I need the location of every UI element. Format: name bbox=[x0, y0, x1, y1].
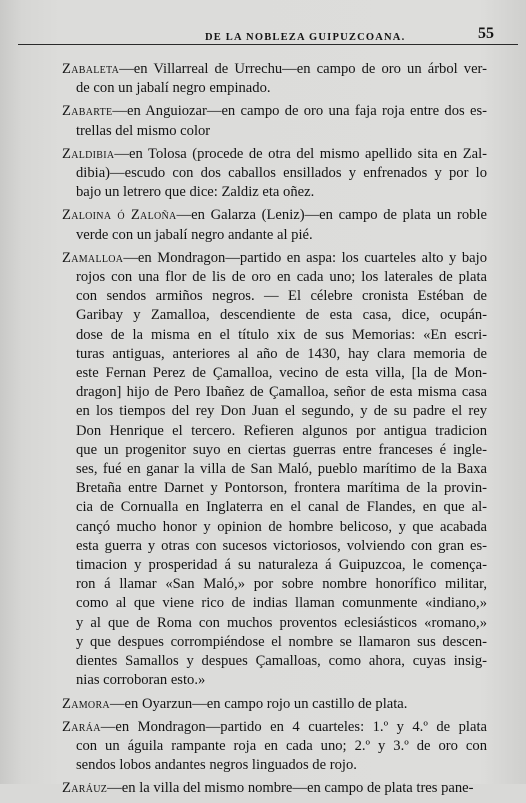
entry-line bbox=[62, 345, 487, 364]
entry-headword: Zaráa bbox=[62, 718, 101, 735]
entry-line bbox=[62, 575, 487, 594]
entry-line bbox=[62, 226, 487, 245]
page-number: 55 bbox=[478, 25, 494, 42]
entry-text: turas antiguas, anteriores al año de 1430, hay clara memoria de bbox=[76, 345, 487, 362]
entry-text: ses, fué en ganar la villa de San Maló, pueblo marítimo de la Baxa bbox=[76, 461, 487, 478]
entry-first-line bbox=[62, 60, 487, 79]
entry-first-line bbox=[62, 249, 487, 268]
entry-text: dose de la misma en el título xix de sus Memorias: «En escri- bbox=[76, 326, 487, 343]
entry-text: Garibay y Zamalloa, descendiente de esta casa, dice, ocupán- bbox=[76, 307, 487, 324]
entry-line bbox=[62, 402, 487, 421]
entry-text: y al que de Roma con muchos proventos eclesiásticos «romano,» bbox=[76, 614, 487, 631]
entry-line bbox=[62, 498, 487, 517]
entry-text: este Fernan Perez de Çamalloa, vecino de esta villa, [la de Mon- bbox=[76, 365, 487, 382]
entry bbox=[62, 206, 487, 244]
entry-headword: Zabaleta bbox=[62, 61, 120, 77]
entry-line bbox=[62, 268, 487, 287]
entry-text: en los tiempos del rey Don Juan el segundo, y de su padre el rey bbox=[76, 403, 487, 420]
entry-line bbox=[62, 79, 487, 98]
entry-line bbox=[62, 537, 487, 556]
entry-line bbox=[62, 306, 487, 325]
entry-text: timacion y prosperidad á su naturaleza á Guipuzcoa, le comença- bbox=[76, 557, 487, 574]
entry-line bbox=[62, 737, 487, 756]
entry-text: —en la villa del mismo nombre—en campo de plata tres pane- bbox=[107, 780, 474, 797]
entry-text: que un progenitor suyo en ciertas guerras entre franceses é ingle- bbox=[76, 441, 487, 458]
entry bbox=[62, 60, 487, 98]
entry-headword: Zamora bbox=[62, 695, 110, 712]
entry-line bbox=[62, 164, 487, 183]
entry-first-line bbox=[62, 718, 487, 737]
entry-text: ron á llamar «San Maló,» por sobre nombre honorífico militar, bbox=[76, 576, 487, 593]
entry bbox=[62, 779, 487, 798]
entry-text: —en Oyarzun—en campo rojo un castillo de plata. bbox=[109, 695, 408, 712]
entry-line bbox=[62, 183, 487, 202]
entry-headword: Zaldibia bbox=[62, 145, 115, 162]
entry-line bbox=[62, 122, 487, 141]
entry-text: —en Anguiozar—en campo de oro una faja roja entre dos es- bbox=[112, 103, 487, 120]
entry-first-line bbox=[62, 206, 487, 225]
entry bbox=[62, 249, 487, 691]
entry-headword: Zamalloa bbox=[62, 249, 124, 266]
entry-line bbox=[62, 479, 487, 498]
entry-text: bajo un letrero que dice: Zaldiz eta oñez. bbox=[76, 184, 315, 201]
entry bbox=[62, 145, 487, 203]
entry-line bbox=[62, 422, 487, 441]
entry-line bbox=[62, 756, 487, 775]
entry bbox=[62, 718, 487, 776]
entry-text: trellas del mismo color bbox=[76, 122, 211, 139]
entry-text: cia de Cornualla en Inglaterra en el canal de Flandes, en que al- bbox=[76, 499, 487, 516]
entry-first-line bbox=[62, 695, 487, 714]
entry-headword: Zaráuz bbox=[62, 780, 108, 797]
entry-text: dibia)—escudo con dos caballos ensillados y enfrenados y por lo bbox=[76, 165, 487, 182]
entry bbox=[62, 695, 487, 714]
entry-line bbox=[62, 460, 487, 479]
entry-text: de con un jabalí negro empinado. bbox=[76, 80, 271, 97]
entry-line bbox=[62, 556, 487, 575]
entry-text: dientes Samallos y despues Çamalloas, como ahora, cuyas insig- bbox=[76, 653, 487, 670]
entry bbox=[62, 102, 487, 140]
entry-text: nias corroboran esto.» bbox=[76, 672, 206, 689]
entry-first-line bbox=[62, 102, 487, 121]
entry-line bbox=[62, 594, 487, 613]
entry-line bbox=[62, 364, 487, 383]
entry-text: sendos lobos andantes negros linguados de rojo. bbox=[76, 757, 357, 774]
entry-line bbox=[62, 614, 487, 633]
entry-line bbox=[62, 671, 487, 690]
entry-text: —en Villarreal de Urrechu—en campo de oro un árbol ver- bbox=[119, 61, 487, 77]
entry-headword: Zabarte bbox=[62, 103, 113, 120]
entry-text: —en Mondragon—partido en 4 cuarteles: 1.º y 4.º de plata bbox=[100, 718, 487, 735]
entry-line bbox=[62, 383, 487, 402]
entry-text: y que despues corrompiéndose el nombre se llamaron sus descen- bbox=[76, 633, 487, 650]
entry-text: esta guerra y otras con sucesos victoriosos, volviendo con gran es- bbox=[76, 537, 487, 554]
entry-line bbox=[62, 287, 487, 306]
entry-text: verde con un jabalí negro andante al pié. bbox=[76, 226, 313, 243]
entry-first-line bbox=[62, 779, 487, 798]
entry-line bbox=[62, 633, 487, 652]
entry-text: rojos con una flor de lis de oro en cada uno; los laterales de plata bbox=[76, 269, 487, 286]
entry-text: —en Tolosa (procede de otra del mismo apellido sita en Zal- bbox=[114, 145, 487, 162]
entry-line bbox=[62, 441, 487, 460]
entry-text: —en Mondragon—partido en aspa: los cuarteles alto y bajo bbox=[123, 249, 487, 266]
running-head: DE LA NOBLEZA GUIPUZCOANA. bbox=[205, 32, 406, 43]
entries-list bbox=[62, 60, 487, 803]
entry-line bbox=[62, 326, 487, 345]
entry-first-line bbox=[62, 145, 487, 164]
entry-line bbox=[62, 652, 487, 671]
header-rule bbox=[18, 44, 518, 45]
entry-text: dragon] hijo de Pero Ibañez de Çamalloa, señor de esta misma casa bbox=[76, 384, 487, 401]
page-header bbox=[0, 24, 526, 46]
entry-text: cançó mucho honor y opinion de hombre belicoso, y que acabada bbox=[76, 518, 487, 535]
entry-text: Bretaña entre Darnet y Pontorson, frontera marítima de la provin- bbox=[76, 480, 487, 497]
entry-text: —en Galarza (Leniz)—en campo de plata un roble bbox=[176, 207, 487, 224]
entry-text: con un águila rampante roja en cada uno; 2.º y 3.º de oro con bbox=[76, 737, 487, 754]
entry-headword: Zaloina ó Zaloña bbox=[62, 207, 177, 224]
entry-text: Don Henrique el tercero. Refieren algunos por antigua tradicion bbox=[76, 422, 487, 439]
entry-line bbox=[62, 518, 487, 537]
entry-text: como al que viene rico de indias llaman comunmente «indiano,» bbox=[76, 595, 487, 612]
entry-text: con sendos armiños negros. — El célebre cronista Estéban de bbox=[76, 288, 487, 305]
